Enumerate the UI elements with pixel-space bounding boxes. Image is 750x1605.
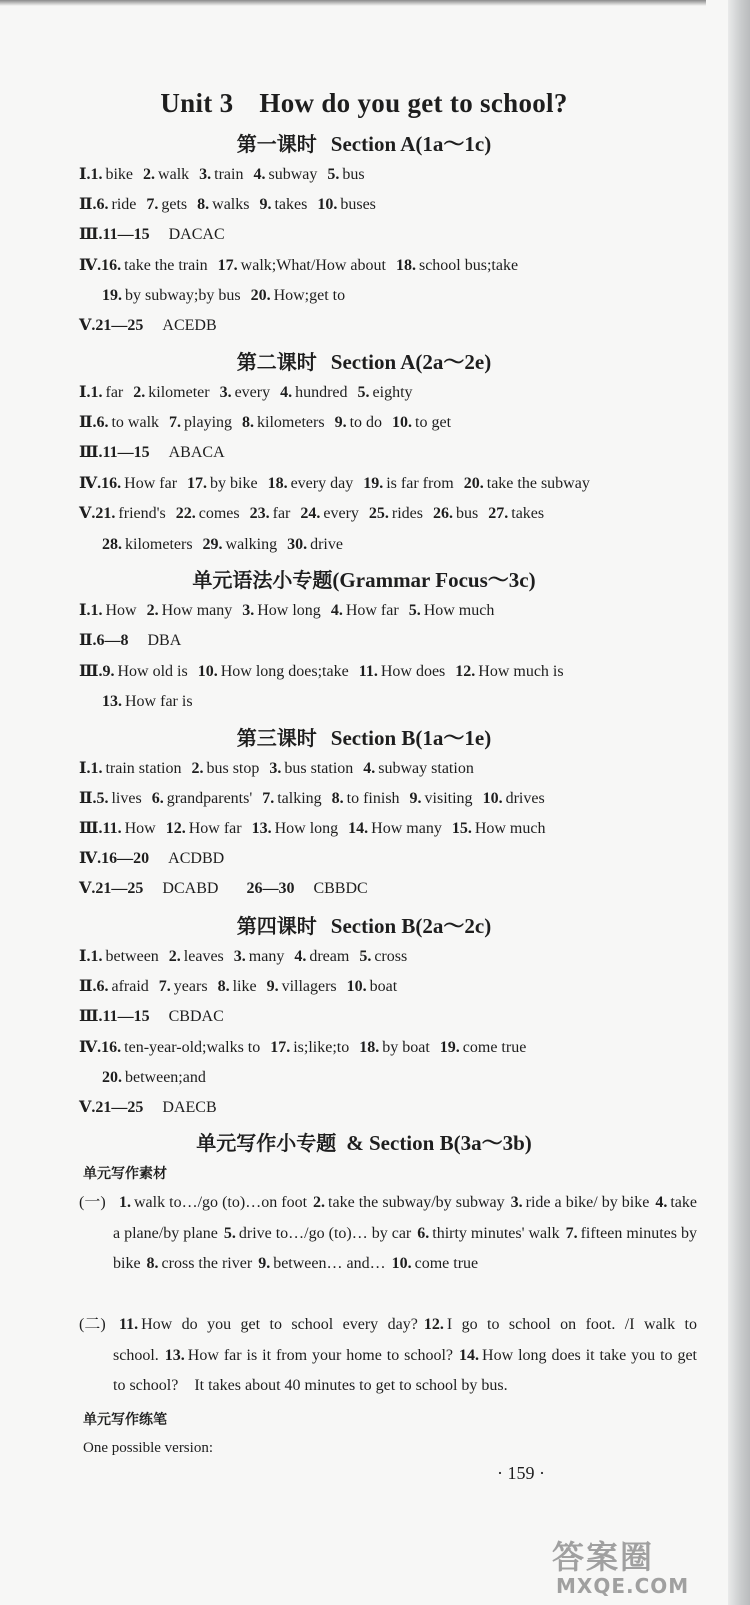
- answer-text: DBA: [131, 632, 182, 649]
- item-number: 8.: [242, 414, 255, 431]
- answer-text: comes: [198, 505, 240, 522]
- item-number: 28.: [102, 536, 122, 553]
- answer-text: DCABD: [146, 880, 219, 897]
- item-number: 6—8: [96, 632, 129, 649]
- item-number: 10.: [346, 978, 367, 995]
- item-number: 21.: [95, 505, 116, 522]
- answer-row: [79, 789, 545, 809]
- answer-row: [79, 1007, 242, 1027]
- answer-text: far: [272, 505, 291, 522]
- answer-text: How far: [124, 475, 178, 492]
- item-number: 11—15: [102, 444, 150, 461]
- answer-row: [79, 256, 518, 276]
- answer-text: every: [323, 505, 359, 522]
- answer-row: [79, 849, 242, 869]
- answer-text: takes: [274, 196, 308, 213]
- answer-text: How far is it from your home to school?: [187, 1346, 454, 1364]
- item-number: 18.: [395, 257, 416, 274]
- answer-text: buses: [340, 196, 376, 213]
- item-number: 7.: [565, 1224, 578, 1242]
- answer-text: CBBDC: [297, 880, 368, 897]
- item-number: 30.: [287, 536, 308, 553]
- answer-text: ride a bike/ by bike: [525, 1194, 650, 1211]
- item-number: 1.: [90, 760, 103, 777]
- item-number: 2.: [313, 1194, 326, 1211]
- roman-numeral: Ⅱ.: [79, 196, 97, 213]
- answer-text: ACEDB: [146, 317, 217, 334]
- answer-row: [102, 692, 193, 712]
- item-number: 20.: [463, 475, 484, 492]
- item-number: 12.: [455, 663, 476, 680]
- roman-numeral: Ⅲ.: [79, 226, 103, 243]
- answer-text: gets: [161, 196, 188, 213]
- item-number: 1.: [90, 166, 103, 183]
- answer-text: between: [105, 948, 159, 965]
- watermark-logo-text: 答案圈: [552, 1538, 655, 1576]
- item-number: 5.: [359, 948, 372, 965]
- item-number: 5.: [96, 790, 109, 807]
- answer-row: [79, 316, 235, 336]
- answer-text: is;like;to: [293, 1039, 350, 1056]
- item-number: 17.: [187, 475, 208, 492]
- item-number: 11.: [358, 663, 378, 680]
- answer-text: bus: [456, 505, 479, 522]
- answer-row: [102, 535, 343, 555]
- item-number: 9.: [258, 1255, 271, 1272]
- item-number: 19.: [363, 475, 384, 492]
- item-number: 5.: [408, 602, 421, 619]
- item-number: 9.: [259, 196, 272, 213]
- answer-text: ABACA: [152, 444, 225, 461]
- answer-text: take the subway: [486, 475, 590, 492]
- item-number: 21—25: [95, 317, 144, 334]
- item-number: 14.: [459, 1346, 480, 1364]
- item-number: 24.: [300, 505, 321, 522]
- roman-numeral: Ⅴ.: [79, 880, 96, 897]
- answer-text: takes: [511, 505, 545, 522]
- item-number: 3.: [269, 760, 282, 777]
- answer-text: How long does;take: [220, 663, 349, 680]
- answer-row: [79, 165, 365, 185]
- answer-text: every: [234, 384, 271, 401]
- answer-text: train: [214, 166, 244, 183]
- answer-row: [79, 601, 494, 621]
- item-number: 2.: [146, 602, 159, 619]
- item-number: 9.: [266, 978, 279, 995]
- item-number: 3.: [510, 1194, 523, 1211]
- item-number: 10.: [197, 663, 218, 680]
- item-number: 9.: [102, 663, 115, 680]
- item-number: 12.: [423, 1316, 444, 1333]
- writing-material-heading: 单元写作素材: [83, 1166, 167, 1182]
- writing-material-paragraph-1: [113, 1188, 697, 1280]
- answer-row: [79, 1098, 235, 1118]
- answer-text: come true: [462, 1039, 527, 1056]
- roman-numeral: Ⅲ.: [79, 820, 103, 837]
- item-number: 4.: [330, 602, 343, 619]
- item-number: 4.: [253, 166, 266, 183]
- item-number: 6.: [96, 196, 109, 213]
- roman-numeral: Ⅱ.: [79, 414, 97, 431]
- item-number: 8.: [217, 978, 230, 995]
- scan-binding-edge: [728, 0, 750, 1605]
- answer-text: How old is: [117, 663, 188, 680]
- item-number: 8.: [146, 1255, 159, 1272]
- answer-text: to finish: [346, 790, 400, 807]
- roman-numeral: Ⅱ.: [79, 978, 97, 995]
- roman-numeral: Ⅰ.: [79, 948, 91, 965]
- item-number: 5.: [223, 1224, 236, 1242]
- roman-numeral: Ⅲ.: [79, 663, 103, 680]
- answer-text: How far: [188, 820, 242, 837]
- answer-text: How many: [161, 602, 233, 619]
- answer-text: by boat: [382, 1039, 430, 1056]
- section-heading-4: 第三课时 Section B(1a～1e): [236, 726, 492, 750]
- answer-text: between… and…: [273, 1255, 386, 1272]
- answer-text: between;and: [125, 1069, 206, 1086]
- roman-numeral: Ⅰ.: [79, 602, 91, 619]
- answer-row: [79, 759, 474, 779]
- answer-text: take the subway/by subway: [328, 1194, 505, 1211]
- item-number: 11.: [119, 1316, 139, 1333]
- item-number: 3.: [242, 602, 255, 619]
- answer-text: bus: [342, 166, 365, 183]
- item-number: 6.: [96, 978, 109, 995]
- answer-text: cross: [374, 948, 408, 965]
- answer-text: How long does it take you to get to school? It takes about 40 minutes to get to school by bus.: [113, 1346, 697, 1394]
- item-number: 16.: [101, 475, 122, 492]
- item-number: 7.: [146, 196, 159, 213]
- answer-text: kilometer: [148, 384, 210, 401]
- item-number: 4.: [294, 948, 307, 965]
- section-heading-5: 第四课时 Section B(2a～2c): [236, 914, 492, 938]
- answer-text: eighty: [372, 384, 413, 401]
- item-number: 12.: [165, 820, 186, 837]
- answer-text: rides: [391, 505, 424, 522]
- answer-text: How much: [474, 820, 546, 837]
- answer-row: [79, 631, 199, 651]
- answer-text: many: [248, 948, 285, 965]
- item-number: 6.: [417, 1224, 430, 1242]
- item-number: 17.: [270, 1039, 291, 1056]
- answer-text: ride: [111, 196, 137, 213]
- item-number: 9.: [409, 790, 422, 807]
- answer-row: [79, 1038, 526, 1058]
- item-number: 29.: [202, 536, 223, 553]
- item-number: 19.: [102, 287, 122, 304]
- item-number: 16—20: [101, 850, 150, 867]
- answer-text: lives: [111, 790, 142, 807]
- item-number: 7.: [262, 790, 275, 807]
- answer-row: [102, 286, 345, 306]
- answer-row: [79, 947, 407, 967]
- item-number: 1.: [90, 602, 103, 619]
- item-number: 22.: [175, 505, 196, 522]
- item-number: 13.: [102, 693, 122, 710]
- section-heading-6: 单元写作小专题 & Section B(3a～3b): [196, 1131, 532, 1155]
- answer-text: subway station: [378, 760, 474, 777]
- answer-text: grandparents': [166, 790, 253, 807]
- answer-text: to get: [415, 414, 452, 431]
- item-number: 13.: [164, 1346, 185, 1364]
- answer-text: leaves: [183, 948, 224, 965]
- answer-row: [79, 662, 564, 682]
- answer-text: drives: [505, 790, 545, 807]
- paragraph-label-2: (二): [79, 1316, 106, 1333]
- item-number: 11—15: [102, 1008, 150, 1025]
- answer-text: afraid: [111, 978, 149, 995]
- roman-numeral: Ⅴ.: [79, 1099, 96, 1116]
- item-number: 7.: [169, 414, 182, 431]
- roman-numeral: Ⅰ.: [79, 384, 91, 401]
- answer-text: CBDAC: [152, 1008, 224, 1025]
- answer-text: far: [105, 384, 124, 401]
- item-number: 11—15: [102, 226, 150, 243]
- answer-text: DACAC: [152, 226, 225, 243]
- item-number: 3.: [233, 948, 246, 965]
- answer-text: How long: [257, 602, 321, 619]
- answer-text: ACDBD: [152, 850, 225, 867]
- answer-text: How: [124, 820, 156, 837]
- watermark-url: MXQE.COM: [556, 1574, 690, 1598]
- item-number: 25.: [368, 505, 389, 522]
- item-number: 10.: [392, 414, 413, 431]
- item-number: 23.: [249, 505, 270, 522]
- item-number: 18.: [267, 475, 288, 492]
- answer-text: I go to school on foot. /I walk to school.: [113, 1316, 698, 1364]
- answer-text: subway: [268, 166, 318, 183]
- item-number: 2.: [143, 166, 156, 183]
- answer-text: boat: [369, 978, 398, 995]
- item-number: 9.: [334, 414, 347, 431]
- answer-text: How much is: [478, 663, 564, 680]
- section-heading-3: 单元语法小专题(Grammar Focus～3c): [192, 568, 536, 592]
- answer-text: playing: [184, 414, 233, 431]
- answer-text: walk to…/go (to)…on foot: [134, 1194, 308, 1211]
- unit-number: Unit 3: [160, 88, 234, 118]
- answer-text: friend's: [118, 505, 166, 522]
- answer-text: to do: [349, 414, 383, 431]
- roman-numeral: Ⅱ.: [79, 632, 97, 649]
- answer-text: walk: [158, 166, 190, 183]
- item-number: 16.: [101, 257, 122, 274]
- item-number: 15.: [451, 820, 472, 837]
- answer-text: by subway;by bus: [125, 287, 241, 304]
- answer-text: take the train: [124, 257, 208, 274]
- answer-row: [79, 879, 386, 899]
- answer-text: kilometers: [125, 536, 193, 553]
- item-number: 2.: [168, 948, 181, 965]
- answer-text: take a plane/by plane: [113, 1194, 697, 1242]
- unit-title: [0, 88, 728, 119]
- answer-text: walks: [212, 196, 250, 213]
- answer-text: walk;What/How about: [240, 257, 386, 274]
- answer-text: How does: [380, 663, 446, 680]
- item-number: 21—25: [95, 1099, 144, 1116]
- answer-text: How;get to: [273, 287, 346, 304]
- answer-text: fifteen minutes by bike: [113, 1224, 698, 1272]
- answer-text: bus stop: [206, 760, 260, 777]
- roman-numeral: Ⅳ.: [79, 475, 102, 492]
- answer-text: every day: [290, 475, 354, 492]
- answer-text: villagers: [281, 978, 337, 995]
- answer-text: come true: [414, 1255, 479, 1272]
- answer-row: [79, 474, 590, 494]
- answer-text: How far: [345, 602, 399, 619]
- roman-numeral: Ⅳ.: [79, 257, 102, 274]
- answer-text: dream: [309, 948, 350, 965]
- answer-text: How many: [371, 820, 442, 837]
- item-number: 16.: [101, 1039, 122, 1056]
- item-number: 20.: [102, 1069, 122, 1086]
- answer-text: train station: [105, 760, 182, 777]
- item-number: 14.: [348, 820, 369, 837]
- answer-text: drive: [310, 536, 343, 553]
- unit-question: How do you get to school?: [259, 88, 568, 118]
- item-number: 4.: [363, 760, 376, 777]
- section-heading-1: 第一课时 Section A(1a～1c): [236, 132, 492, 156]
- writing-practice-heading: 单元写作练笔: [83, 1412, 167, 1428]
- item-number: 2.: [191, 760, 204, 777]
- item-number: 27.: [488, 505, 509, 522]
- roman-numeral: Ⅰ.: [79, 166, 91, 183]
- roman-numeral: Ⅱ.: [79, 790, 97, 807]
- item-number: 20.: [250, 287, 271, 304]
- answer-text: by bike: [210, 475, 258, 492]
- roman-numeral: Ⅳ.: [79, 1039, 102, 1056]
- item-number: 13.: [251, 820, 272, 837]
- answer-text: bike: [105, 166, 134, 183]
- roman-numeral: Ⅴ.: [79, 505, 96, 522]
- answer-text: visiting: [424, 790, 473, 807]
- item-number: 21—25: [95, 880, 144, 897]
- answer-text: is far from: [386, 475, 454, 492]
- item-number: 19.: [439, 1039, 460, 1056]
- roman-numeral: Ⅲ.: [79, 1008, 103, 1025]
- item-number: 18.: [359, 1039, 380, 1056]
- item-number: 2.: [133, 384, 146, 401]
- item-number: 3.: [219, 384, 232, 401]
- item-number: 7.: [158, 978, 171, 995]
- answer-text: How: [105, 602, 137, 619]
- answer-row: [79, 225, 243, 245]
- answer-row: [102, 1068, 206, 1088]
- answer-text: drive to…/go (to)… by car: [238, 1224, 412, 1242]
- section-heading-2: 第二课时 Section A(2a～2e): [236, 350, 492, 374]
- scan-top-edge: [0, 0, 706, 6]
- roman-numeral: Ⅰ.: [79, 760, 91, 777]
- answer-text: How far is: [125, 693, 193, 710]
- item-number: 10.: [391, 1255, 412, 1272]
- answer-text: How long: [274, 820, 339, 837]
- answer-text: walking: [225, 536, 278, 553]
- item-number: 10.: [317, 196, 338, 213]
- answer-text: school bus;take: [418, 257, 519, 274]
- item-number: 5.: [357, 384, 370, 401]
- answer-text: hundred: [295, 384, 348, 401]
- answer-text: to walk: [111, 414, 160, 431]
- answer-text: How do you get to school every day?: [141, 1316, 418, 1333]
- item-number: 11.: [102, 820, 122, 837]
- answer-text: cross the river: [161, 1255, 253, 1272]
- roman-numeral: Ⅲ.: [79, 444, 103, 461]
- item-number: 26—30: [246, 880, 295, 897]
- answer-text: ten-year-old;walks to: [124, 1039, 261, 1056]
- answer-text: talking: [277, 790, 322, 807]
- item-number: 10.: [482, 790, 503, 807]
- item-number: 5.: [327, 166, 340, 183]
- item-number: 1.: [90, 384, 103, 401]
- answer-text: thirty minutes' walk: [432, 1224, 560, 1242]
- watermark-logo: [552, 1532, 737, 1602]
- item-number: 1.: [119, 1194, 131, 1211]
- item-number: 3.: [199, 166, 212, 183]
- answer-row: [79, 413, 451, 433]
- answer-row: [79, 977, 397, 997]
- answer-row: [79, 504, 544, 524]
- answer-text: kilometers: [257, 414, 325, 431]
- writing-material-paragraph-2: [113, 1310, 697, 1402]
- answer-text: DAECB: [146, 1099, 217, 1116]
- item-number: 8.: [197, 196, 210, 213]
- item-number: 26.: [433, 505, 454, 522]
- roman-numeral: Ⅳ.: [79, 850, 102, 867]
- answer-row: [79, 819, 545, 839]
- item-number: 8.: [331, 790, 344, 807]
- answer-text: bus station: [284, 760, 354, 777]
- roman-numeral: Ⅴ.: [79, 317, 96, 334]
- answer-text: How much: [423, 602, 495, 619]
- answer-text: like: [232, 978, 257, 995]
- item-number: 6.: [151, 790, 164, 807]
- paragraph-label-1: (一): [79, 1194, 106, 1211]
- answer-row: [79, 195, 376, 215]
- item-number: 6.: [96, 414, 109, 431]
- item-number: 1.: [90, 948, 103, 965]
- answer-row: [79, 443, 243, 463]
- item-number: 17.: [217, 257, 238, 274]
- answer-row: [79, 383, 413, 403]
- item-number: 4.: [655, 1194, 668, 1211]
- page-number: · 159 ·: [497, 1463, 545, 1483]
- possible-version-label: One possible version:: [83, 1440, 213, 1456]
- item-number: 4.: [280, 384, 293, 401]
- answer-text: years: [173, 978, 208, 995]
